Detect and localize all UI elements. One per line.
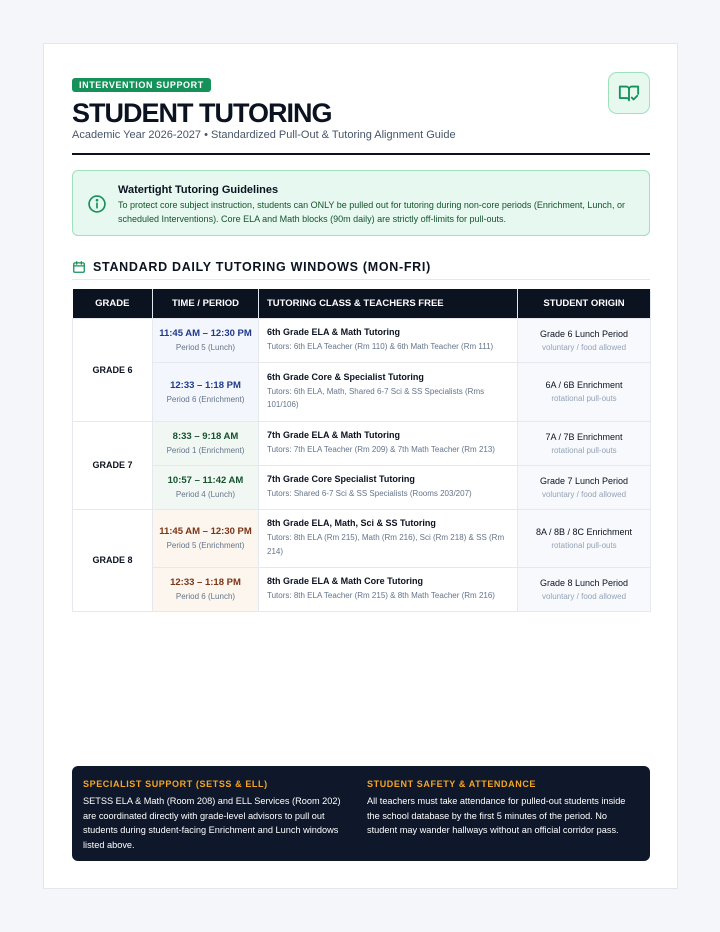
origin-cell (518, 318, 651, 362)
tutors-list: Tutors: Shared 6-7 Sci & SS Specialists (Rooms 203/207) (267, 488, 472, 498)
section-title: STANDARD DAILY TUTORING WINDOWS (MON-FRI) (93, 260, 431, 274)
origin-name: 8A / 8B / 8C Enrichment (535, 526, 633, 537)
table-row (73, 318, 651, 362)
callout-body: To protect core subject instruction, students can ONLY be pulled out for tutoring during non-core periods (Enrichment, Lunch, or scheduled Interventions). Core ELA and Math blocks (90m daily) are strictly off-limits for pull-outs. (118, 200, 625, 224)
time-range: 11:45 AM – 12:30 PM (159, 328, 252, 339)
tutors-list: Tutors: 8th ELA Teacher (Rm 215) & 8th Math Teacher (Rm 216) (267, 590, 495, 600)
grade-cell: GRADE 8 (73, 509, 153, 611)
period-label: Period 6 (Lunch) (175, 592, 236, 601)
period-label: Period 1 (Enrichment) (166, 446, 245, 455)
time-range: 12:33 – 1:18 PM (170, 379, 241, 391)
origin-cell (518, 567, 651, 611)
tutoring-windows-table (72, 289, 651, 612)
info-circle-icon (87, 194, 107, 214)
safety-attendance-note (367, 779, 637, 838)
table-row (73, 362, 651, 421)
column-header: STUDENT ORIGIN (518, 289, 651, 318)
grade-cell: GRADE 6 (73, 318, 153, 421)
callout-title: Watertight Tutoring Guidelines (118, 184, 279, 196)
intervention-badge: INTERVENTION SUPPORT (72, 78, 211, 92)
column-header: TIME / PERIOD (153, 289, 259, 318)
class-name: 6th Grade Core & Specialist Tutoring (267, 371, 424, 382)
class-cell (259, 567, 518, 611)
section-heading (72, 258, 431, 276)
class-name: 8th Grade ELA, Math, Sci & SS Tutoring (267, 518, 436, 528)
class-cell (259, 465, 518, 509)
calendar-icon (72, 260, 86, 274)
page-subtitle: Academic Year 2026-2027 • Standardized Pull-Out & Tutoring Alignment Guide (72, 129, 456, 141)
footer-notes (72, 766, 650, 861)
class-cell (259, 509, 518, 567)
page-title: STUDENT TUTORING (72, 98, 332, 128)
table-header-row (73, 289, 651, 318)
class-name: 6th Grade ELA & Math Tutoring (267, 326, 400, 337)
time-range: 10:57 – 11:42 AM (167, 475, 244, 486)
time-range: 12:33 – 1:18 PM (170, 577, 241, 588)
period-label: Period 5 (Lunch) (175, 343, 236, 352)
tutors-list: Tutors: 6th ELA, Math, Shared 6-7 Sci & SS Specialists (Rms 101/106) (267, 386, 485, 409)
origin-note: rotational pull-outs (551, 394, 617, 403)
tutors-list: Tutors: 8th ELA (Rm 215), Math (Rm 216), Sci (Rm 218) & SS (Rm 214) (267, 533, 505, 556)
time-range: 8:33 – 9:18 AM (172, 431, 239, 442)
origin-note: voluntary / food allowed (541, 489, 627, 499)
guidelines-callout (72, 170, 650, 236)
tutors-list: Tutors: 6th ELA Teacher (Rm 110) & 6th Math Teacher (Rm 111) (267, 341, 494, 351)
time-range: 11:45 AM – 12:30 PM (159, 526, 252, 537)
origin-note: rotational pull-outs (551, 445, 617, 455)
origin-cell (518, 362, 651, 421)
origin-name: Grade 6 Lunch Period (539, 328, 629, 339)
note-heading: SPECIALIST SUPPORT (SETSS & ELL) (83, 779, 268, 789)
class-name: 8th Grade ELA & Math Core Tutoring (267, 575, 424, 586)
section-rule (72, 279, 650, 280)
origin-note: rotational pull-outs (551, 540, 617, 550)
origin-note: voluntary / food allowed (541, 591, 627, 601)
table-row (73, 465, 651, 509)
header-rule (72, 153, 650, 155)
document-page (43, 43, 678, 889)
origin-name: 6A / 6B Enrichment (545, 380, 623, 390)
note-heading: STUDENT SAFETY & ATTENDANCE (367, 779, 537, 789)
grade-cell: GRADE 7 (73, 421, 153, 509)
table-row (73, 509, 651, 567)
origin-name: Grade 8 Lunch Period (539, 577, 629, 588)
period-label: Period 6 (Enrichment) (166, 394, 245, 404)
origin-name: 7A / 7B Enrichment (545, 431, 623, 442)
class-cell (259, 421, 518, 465)
class-name: 7th Grade ELA & Math Tutoring (267, 429, 400, 440)
table-row (73, 567, 651, 611)
specialist-support-note (83, 779, 353, 852)
note-body: SETSS ELA & Math (Room 208) and ELL Services (Room 202) are coordinated directly with grade-level advisors to pull out students during student-facing Enrichment and Lunch windows listed above. (83, 796, 341, 850)
class-name: 7th Grade Core Specialist Tutoring (267, 473, 415, 484)
column-header: GRADE (73, 289, 153, 318)
time-cell (153, 465, 259, 509)
book-check-icon (608, 72, 650, 114)
time-cell (153, 567, 259, 611)
tutors-list: Tutors: 7th ELA Teacher (Rm 209) & 7th Math Teacher (Rm 213) (267, 444, 495, 454)
origin-cell (518, 465, 651, 509)
origin-note: voluntary / food allowed (541, 342, 627, 352)
note-body: All teachers must take attendance for pulled-out students inside the school database by the first 5 minutes of the period. No student may wander hallways without an official corridor pass. (367, 796, 626, 835)
time-cell (153, 318, 259, 362)
period-label: Period 4 (Lunch) (175, 490, 236, 499)
time-cell (153, 509, 259, 567)
origin-cell (518, 421, 651, 465)
origin-name: Grade 7 Lunch Period (539, 475, 629, 486)
time-cell (153, 362, 259, 421)
table-row (73, 421, 651, 465)
origin-cell (518, 509, 651, 567)
time-cell (153, 421, 259, 465)
class-cell (259, 318, 518, 362)
column-header: TUTORING CLASS & TEACHERS FREE (259, 289, 518, 318)
class-cell (259, 362, 518, 421)
period-label: Period 5 (Enrichment) (166, 541, 245, 550)
